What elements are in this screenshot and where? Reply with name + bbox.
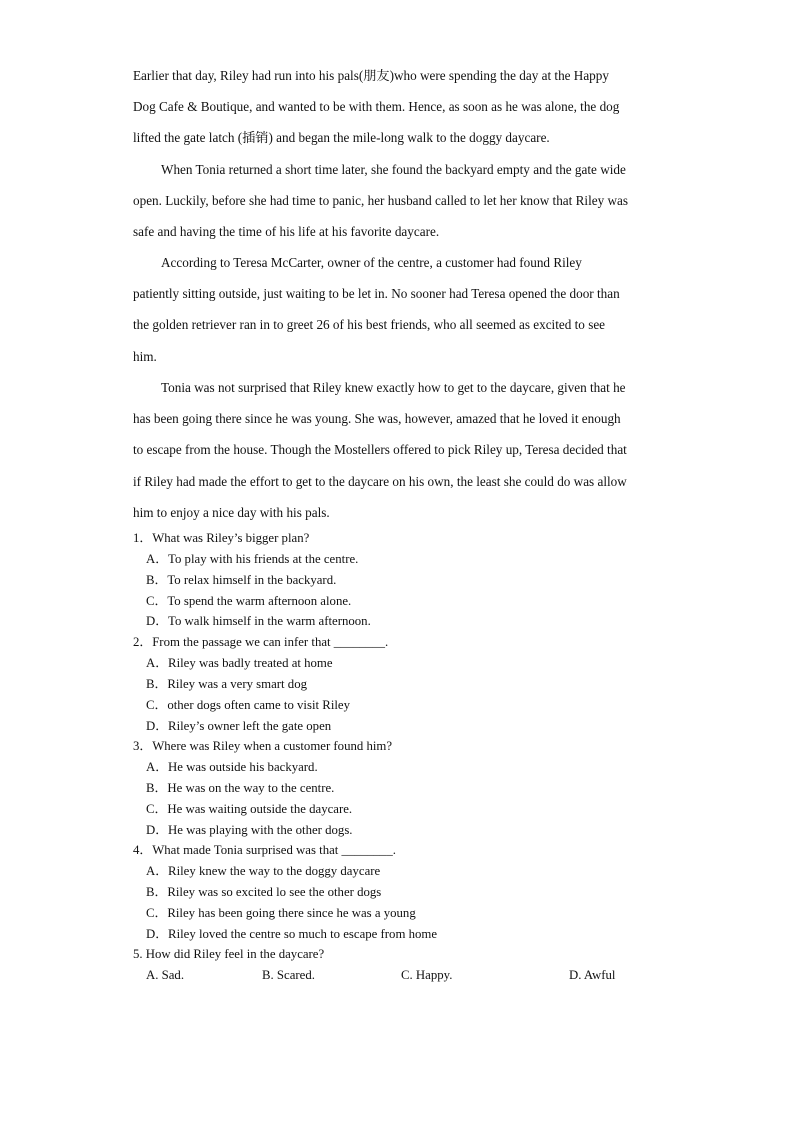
- passage-line: him.: [133, 348, 157, 364]
- question-1-option-a[interactable]: A．To play with his friends at the centre.: [146, 552, 359, 566]
- passage-line: Dog Cafe & Boutique, and wanted to be with them. Hence, as soon as he was alone, the dog: [133, 99, 620, 115]
- question-4-stem: 4．What made Tonia surprised was that ________.: [133, 843, 396, 857]
- passage-line: open. Luckily, before she had time to panic, her husband called to let her know that Riley was: [133, 193, 628, 209]
- question-2-option-c[interactable]: C．other dogs often came to visit Riley: [146, 698, 351, 712]
- question-5-option-c[interactable]: C. Happy.: [401, 968, 453, 982]
- question-2-option-d[interactable]: D．Riley’s owner left the gate open: [146, 719, 332, 733]
- passage-line: lifted the gate latch (插销) and began the mile-long walk to the doggy daycare.: [133, 130, 550, 146]
- passage-line: According to Teresa McCarter, owner of the centre, a customer had found Riley: [161, 255, 582, 270]
- question-5-option-d[interactable]: D. Awful: [569, 968, 616, 982]
- question-3-option-a[interactable]: A．He was outside his backyard.: [146, 760, 318, 774]
- question-3-option-b[interactable]: B．He was on the way to the centre.: [146, 781, 335, 795]
- passage-paragraph-4: [133, 372, 663, 528]
- question-5-stem: 5. How did Riley feel in the daycare?: [133, 947, 325, 961]
- passage-line: him to enjoy a nice day with his pals.: [133, 504, 330, 520]
- passage-line: Tonia was not surprised that Riley knew exactly how to get to the daycare, given that he: [161, 380, 626, 395]
- passage-line: Earlier that day, Riley had run into his pals(朋友)who were spending the day at the Happy: [133, 68, 609, 83]
- passage-line: safe and having the time of his life at his favorite daycare.: [133, 224, 440, 240]
- question-4-option-a[interactable]: A．Riley knew the way to the doggy daycare: [146, 864, 381, 878]
- question-1-option-b[interactable]: B．To relax himself in the backyard.: [146, 573, 337, 587]
- passage-line: the golden retriever ran in to greet 26 of his best friends, who all seemed as excited to see: [133, 317, 606, 333]
- question-4-option-d[interactable]: D．Riley loved the centre so much to escape from home: [146, 927, 438, 941]
- question-3-option-d[interactable]: D．He was playing with the other dogs.: [146, 823, 353, 837]
- passage-line: to escape from the house. Though the Mostellers offered to pick Riley up, Teresa decided that: [133, 442, 627, 458]
- question-1-stem: 1．What was Riley’s bigger plan?: [133, 531, 310, 545]
- question-4-option-c[interactable]: C．Riley has been going there since he was a young: [146, 906, 416, 920]
- question-3-option-c[interactable]: C．He was waiting outside the daycare.: [146, 802, 353, 816]
- passage-line: When Tonia returned a short time later, she found the backyard empty and the gate wide: [161, 162, 626, 177]
- question-1-option-d[interactable]: D．To walk himself in the warm afternoon.: [146, 614, 371, 628]
- question-4-option-b[interactable]: B．Riley was so excited lo see the other dogs: [146, 885, 382, 899]
- question-2-option-a[interactable]: A．Riley was badly treated at home: [146, 656, 333, 670]
- passage-line: if Riley had made the effort to get to the daycare on his own, the least she could do was allow: [133, 473, 627, 489]
- question-2-stem: 2．From the passage we can infer that ________.: [133, 635, 389, 649]
- question-5-option-a[interactable]: A. Sad.: [146, 968, 185, 982]
- passage-line: patiently sitting outside, just waiting to be let in. No sooner had Teresa opened the door than: [133, 286, 620, 302]
- passage-paragraph-1: [133, 60, 663, 154]
- passage-paragraph-2: [133, 154, 663, 248]
- question-1-option-c[interactable]: C．To spend the warm afternoon alone.: [146, 594, 352, 608]
- passage-line: has been going there since he was young. She was, however, amazed that he loved it enough: [133, 411, 621, 427]
- question-3-stem: 3．Where was Riley when a customer found him?: [133, 739, 393, 753]
- question-5-option-b[interactable]: B. Scared.: [262, 968, 315, 982]
- question-2-option-b[interactable]: B．Riley was a very smart dog: [146, 677, 307, 691]
- passage-paragraph-3: [133, 247, 663, 372]
